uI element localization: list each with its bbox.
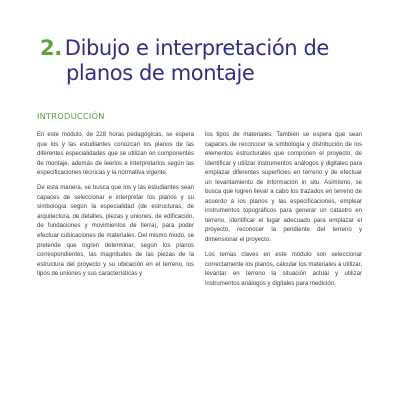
text-column-right [205, 131, 362, 295]
chapter-title [40, 36, 370, 86]
chapter-number: 2. [40, 36, 62, 60]
paragraph: En este módulo, de 228 horas pedagógicas, se espera que los y las estudiantes conozcan los planos de las diferentes especialidades que se utilizan en componentes de montaje, además de leerlos e interpretarlos según las especificaciones técnicas y la normativa vigente. [37, 132, 194, 177]
text-column-left [37, 131, 194, 285]
paragraph: los tipos de materiales. También se espera que sean capaces de reconocer la simbología y distribución de los elementos estructurales que componen el proyecto, de identificar y utilizar instrumentos análogos y digitales para emplazar diferentes superficies en terreno y de efectuar un levantamiento de información in situ. Asimismo, se busca que logren llevar a cabo los trazados en terreno de acuerdo a los planos y las especificaciones, emplear instrumentos topográficos para generar un catastro en terreno, identificar el lugar adecuado para emplazar el proyecto, reconocer la pendiente del terreno y dimensionar el proyecto. [205, 132, 362, 244]
paragraph: Los temas claves en este módulo son seleccionar correctamente los planos, calcular los materiales a utilizar, levantar en terreno la situación actual y utilizar instrumentos análogos y digitales para medición. [205, 252, 362, 287]
chapter-title-line-2: planos de montaje [66, 61, 255, 85]
paragraph: De esta manera, se busca que los y las estudiantes sean capaces de seleccionar e interpretar los planos y su simbología según la especialidad (de estructuras, de arquitectura, de detalles, piezas y uniones, de edificación, de fundaciones y movimientos de tierra), para poder efectuar cubicaciones de materiales. Del mismo modo, se pretende que logren determinar, según los planos correspondientes, las magnitudes de las piezas de la estructura del proyecto y su ubicación en el terreno, los tipos de uniones y sus características y [37, 185, 194, 278]
section-heading: INTRODUCCIÓN [37, 111, 105, 121]
chapter-title-line-1: Dibujo e interpretación de [64, 36, 329, 60]
